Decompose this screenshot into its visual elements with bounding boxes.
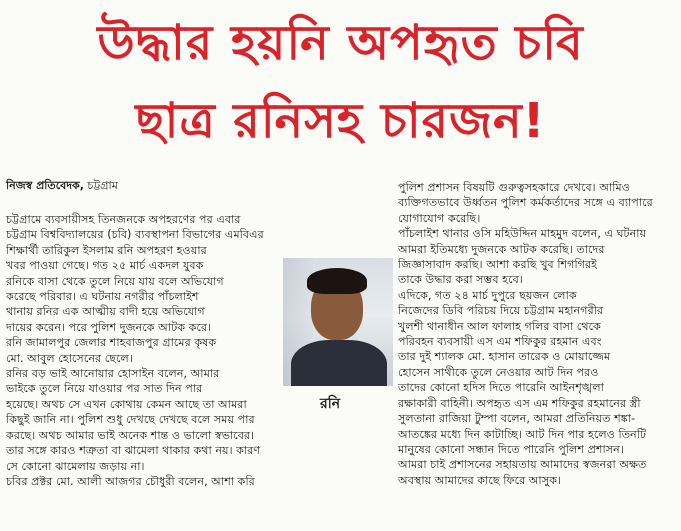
article-line: ব্যক্তিগতভাবে উর্ধ্বতন পুলিশ কর্মকর্তাদের সঙ্গে এ ব্যাপারে xyxy=(398,196,653,210)
byline xyxy=(6,178,118,194)
article-line: তার দুই শ্যালক মো. হাসান তারেক ও মোয়াজ্জেম xyxy=(398,350,611,364)
article-line: খবর পাওয়া গেছে। গত ২৫ মার্চ একদল যুবক xyxy=(6,259,204,273)
article-line: হোসেন সাথীকে তুলে নেওয়ার আট দিন পরও xyxy=(398,365,599,379)
article-line: চট্টগ্রাম বিশ্ববিদ্যালয়ের (চবি) ব্যবস্থাপনা বিভাগের এমবিএর xyxy=(6,228,264,242)
article-line: আমরা ইতিমধ্যে দুজনকে আটক করেছি। তাদের xyxy=(398,242,605,256)
article-line: মো. আবুল হোসেনের ছেলে। xyxy=(6,351,133,365)
headline-line-2: ছাত্র রনিসহ চারজন! xyxy=(135,93,546,149)
article-line: তার সঙ্গে কারও শত্রুতা বা ঝামেলা থাকার কথা নয়। কারণ xyxy=(6,444,261,458)
article-line: থানায় রনির এক আত্মীয় বাদী হয়ে অভিযোগ xyxy=(6,305,205,319)
headline-line-1: উদ্ধার হয়নি অপহৃত চবি xyxy=(97,15,584,71)
article-line: কিছুই জানি না। পুলিশ শুধু দেখছে দেখছে বলে সময় পার xyxy=(6,413,255,427)
article-line: জিজ্ঞাসাবাদ করছি। আশা করছি খুব শিগগিরই xyxy=(398,258,597,272)
article-line: খুলশী থানাধীন আল ফালাহ গলির বাসা থেকে xyxy=(398,319,601,333)
article-line: রনিকে বাসা থেকে তুলে নিয়ে যায় বলে অভিযোগ xyxy=(6,274,224,288)
portrait-photo xyxy=(283,258,393,386)
article-line: ভাইকে তুলে নিয়ে যাওয়ার পর সাত দিন পার xyxy=(6,382,203,396)
article-line: পরিবহন ব্যবসায়ী এস এম শফিকুর রহমান এবং xyxy=(398,335,602,349)
article-line: যোগাযোগ করেছি। xyxy=(398,211,481,225)
article-line: রক্ষাকারী বাহিনী। অপহৃত এস এম শফিকুর রহমানের স্ত্রী xyxy=(398,396,641,410)
article-line: চবির প্রক্টর মো. আলী আজগর চৌধুরী বলেন, আশা করি xyxy=(6,474,255,488)
article-line: শিক্ষার্থী তারিকুল ইসলাম রনি অপহরণ হওয়ার xyxy=(6,243,207,257)
article-line: আতঙ্কের মধ্যে দিন কাটাচ্ছি। আট দিন পার হলেও তিনটি xyxy=(398,427,647,441)
photo-caption: রনি xyxy=(320,396,341,412)
article-line: দায়ের করেন। পরে পুলিশ দুজনকে আটক করে। xyxy=(6,320,212,334)
byline-author: নিজস্ব প্রতিবেদক, xyxy=(6,179,84,192)
article-line: আমরা চাই প্রশাসনের সহায়তায় আমাদের স্বজনরা অক্ষত xyxy=(398,458,647,472)
byline-place: চট্টগ্রাম xyxy=(87,179,118,192)
article-line: করেছে পরিবার। এ ঘটনায় নগরীর পাঁচলাইশ xyxy=(6,290,199,304)
article-line: পুলিশ প্রশাসন বিষয়টি গুরুত্বসহকারে দেখবে। আমিও xyxy=(398,181,630,194)
article-line: পাঁচলাইশ থানার ওসি মহিউদ্দিন মাহমুদ বলেন, এ ঘটনায় xyxy=(398,227,647,241)
article-body-right xyxy=(398,180,676,488)
article-line: রনির বড় ভাই আনোয়ার হোসাইন বলেন, আমার xyxy=(6,367,220,381)
article-line: সে কোনো ঝামেলায় জড়ায় না। xyxy=(6,459,145,473)
article-line: মানুষের কোনো সন্ধান দিতে পারেনি পুলিশ প্রশাসন। xyxy=(398,442,624,456)
article-line: নিজেদের ডিবি পরিচয় দিয়ে চট্টগ্রাম মহানগরীর xyxy=(398,304,604,318)
article-line: সুলতানা রাজিয়া টুম্পা বলেন, আমরা প্রতিনিয়ত শঙ্কা- xyxy=(398,412,636,426)
article-line: অবস্থায় আমাদের কাছে ফিরে আসুক। xyxy=(398,473,562,487)
article-line: তাদের কোনো হদিস দিতে পারেনি আইনশৃঙ্খলা xyxy=(398,381,604,395)
article-line: করছে। অথচ আমার ভাই অনেক শান্ত ও ভালো স্বভাবের। xyxy=(6,428,255,442)
article-line: তাকে উদ্ধার করা সম্ভব হবে। xyxy=(398,273,523,287)
article-line: রনি জামালপুর জেলার শাহবাজপুর গ্রামের কৃষক xyxy=(6,336,217,350)
article-line: হয়েছে। অথচ সে এখন কোথায় কেমন আছে তা আমরা xyxy=(6,397,247,411)
article-line: এদিকে, গত ২৪ মার্চ দুপুরে ছয়জন লোক xyxy=(398,288,577,302)
article-line: চট্টগ্রামে ব্যবসায়ীসহ তিনজনকে অপহরণের পর এবার xyxy=(6,213,241,226)
